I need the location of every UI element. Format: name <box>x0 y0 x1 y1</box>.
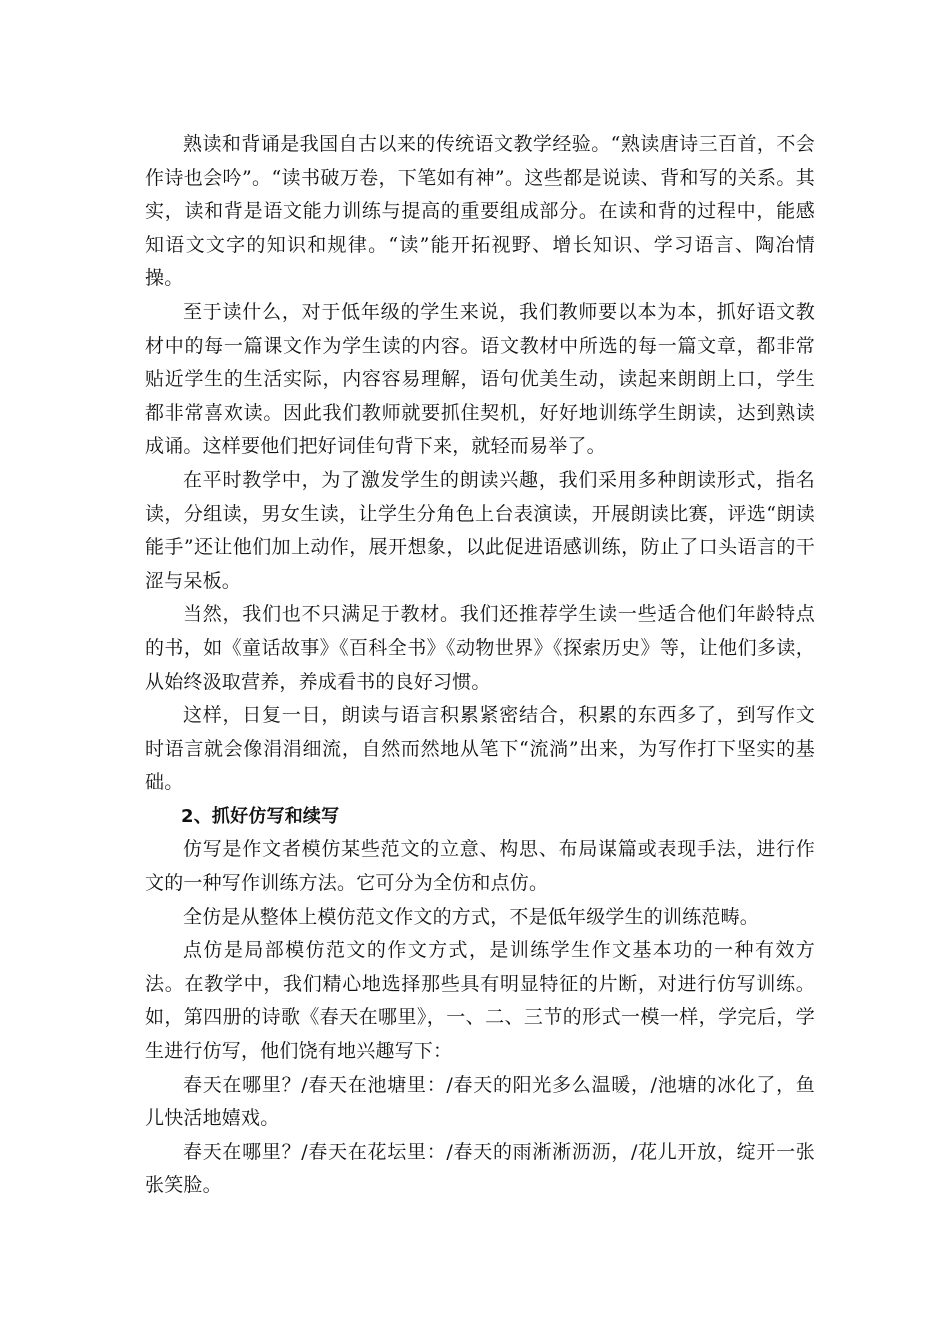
paragraph-partial-imitation: 点仿是局部模仿范文的作文方式，是训练学生作文基本功的一种有效方法。在教学中，我们精心地选择那些具有明显特征的片断，对进行仿写训练。如，第四册的诗歌《春天在哪里》，一、二、三节的形式一模一样，学完后，学生进行仿写，他们饶有地兴趣写下： <box>145 939 815 1063</box>
section-heading: 2、抓好仿写和续写 <box>181 805 340 827</box>
paragraph-what-to-read: 至于读什么，对于低年级的学生来说，我们教师要以本为本，抓好语文教材中的每一篇课文作为学生读的内容。语文教材中所选的每一篇文章，都非常贴近学生的生活实际，内容容易理解，语句优美生动，读起来朗朗上口，学生都非常喜欢读。因此我们教师就要抓住契机，好好地训练学生朗读，达到熟读成诵。这样要他们把好词佳句背下来，就轻而易举了。 <box>145 300 815 458</box>
poem-example-flowerbed: 春天在哪里？/春天在花坛里：/春天的雨淅淅沥沥，/花儿开放，绽开一张张笑脸。 <box>145 1140 815 1197</box>
paragraph-imitation-definition: 仿写是作文者模仿某些范文的立意、构思、布局谋篇或表现手法，进行作文的一种写作训练方法。它可分为全仿和点仿。 <box>145 838 815 895</box>
paragraph-accumulation: 这样，日复一日，朗读与语言积累紧密结合，积累的东西多了，到写作文时语言就会像涓涓细流，自然而然地从笔下“流淌”出来，为写作打下坚实的基础。 <box>145 704 815 794</box>
document-page <box>145 128 815 1203</box>
paragraph-recommended-books: 当然，我们也不只满足于教材。我们还推荐学生读一些适合他们年龄特点的书，如《童话故事》《百科全书》《动物世界》《探索历史》等，让他们多读，从始终汲取营养，养成看书的良好习惯。 <box>145 603 815 693</box>
paragraph-reading-forms: 在平时教学中，为了激发学生的朗读兴趣，我们采用多种朗读形式，指名读，分组读，男女生读，让学生分角色上台表演读，开展朗读比赛，评选“朗读能手”还让他们加上动作，展开想象，以此促进语感训练，防止了口头语言的干涩与呆板。 <box>145 468 815 592</box>
poem-example-pond: 春天在哪里？/春天在池塘里：/春天的阳光多么温暖，/池塘的冰化了，鱼儿快活地嬉戏。 <box>145 1073 815 1130</box>
paragraph-recitation: 熟读和背诵是我国自古以来的传统语文教学经验。“熟读唐诗三百首，不会作诗也会吟”。“读书破万卷，下笔如有神”。这些都是说读、背和写的关系。其实，读和背是语文能力训练与提高的重要组成部分。在读和背的过程中，能感知语文文字的知识和规律。“读”能开拓视野、增长知识、学习语言、陶冶情操。 <box>145 133 815 290</box>
paragraph-full-imitation: 全仿是从整体上模仿范文作文的方式，不是低年级学生的训练范畴。 <box>183 905 760 928</box>
